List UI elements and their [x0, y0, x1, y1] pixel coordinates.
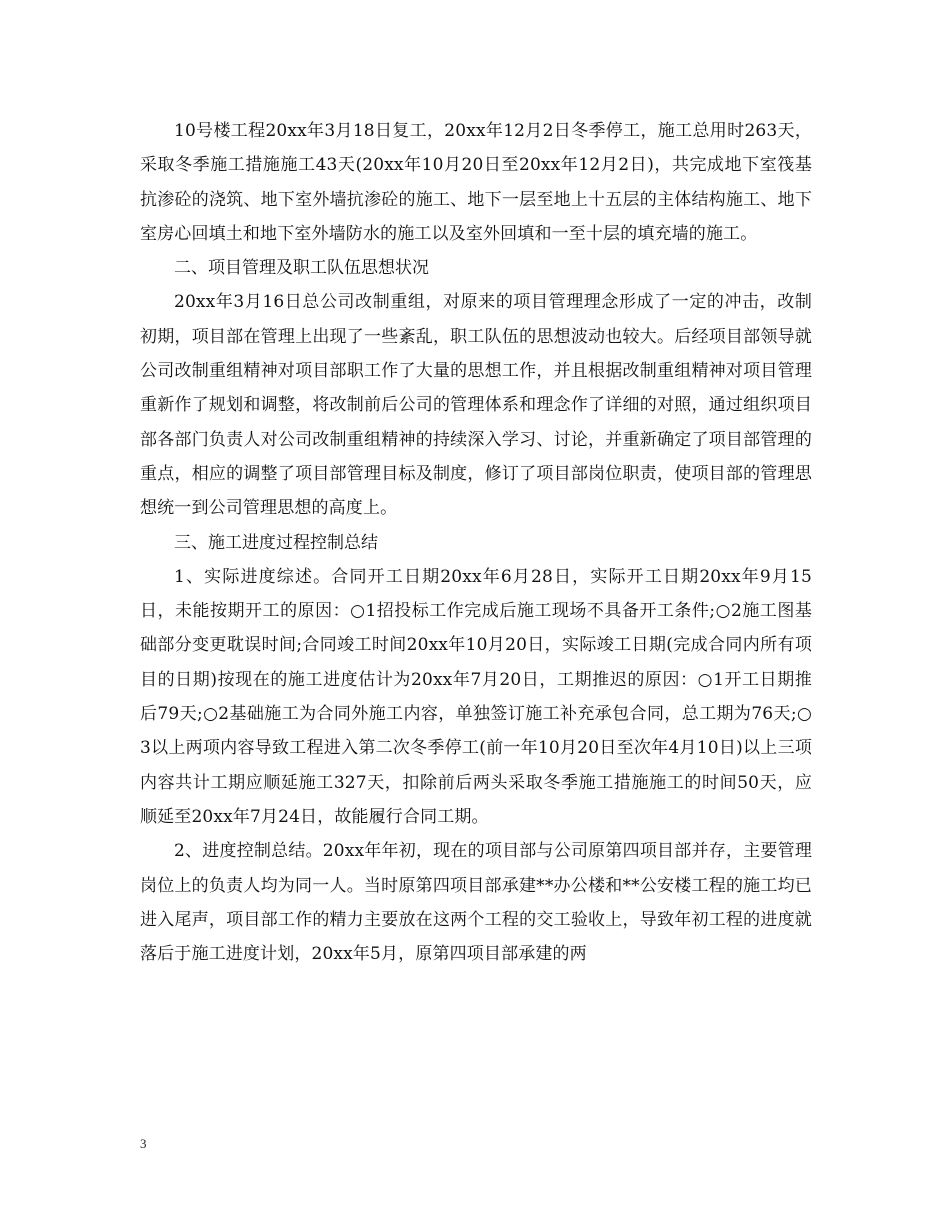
paragraph-project-summary: 10号楼工程20xx年3月18日复工，20xx年12月2日冬季停工，施工总用时263天，采取冬季施工措施施工43天(20xx年10月20日至20xx年12月2日)，共完成地下室筏基抗渗砼的浇筑、地下室外墙抗渗砼的施工、地下一层至地上十五层的主体结构施工、地下室房心回填土和地下室外墙防水的施工以及室外回填和一至十层的填充墙的施工。: [140, 121, 812, 244]
section-heading-schedule-control: 三、施工进度过程控制总结: [174, 532, 378, 553]
page-number: 3: [140, 1136, 147, 1151]
paragraph-actual-progress: 1、实际进度综述。合同开工日期20xx年6月28日，实际开工日期20xx年9月15日，未能按期开工的原因：○1招投标工作完成后施工现场不具备开工条件;○2施工图基础部分变更耽误时间;合同竣工时间20xx年10月20日，实际竣工日期(完成合同内所有项目的日期)按现在的施工进度估计为20xx年7月20日，工期推迟的原因：○1开工日期推后79天;○2基础施工为合同外施工内容，单独签订施工补充承包合同，总工期为76天;○3以上两项内容导致工程进入第二次冬季停工(前一年10月20日至次年4月10日)以上三项内容共计工期应顺延施工327天，扣除前后两头采取冬季施工措施施工的时间50天，应顺延至20xx年7月24日，故能履行合同工期。: [140, 566, 812, 827]
section-heading-management: 二、项目管理及职工队伍思想状况: [174, 258, 429, 279]
paragraph-management: 20xx年3月16日总公司改制重组，对原来的项目管理理念形成了一定的冲击，改制初期，项目部在管理上出现了一些紊乱，职工队伍的思想波动也较大。后经项目部领导就公司改制重组精神对项目部职工作了大量的思想工作，并且根据改制重组精神对项目管理重新作了规划和调整，将改制前后公司的管理体系和理念作了详细的对照，通过组织项目部各部门负责人对公司改制重组精神的持续深入学习、讨论，并重新确定了项目部管理的重点，相应的调整了项目部管理目标及制度，修订了项目部岗位职责，使项目部的管理思想统一到公司管理思想的高度上。: [140, 292, 812, 519]
paragraph-progress-control: 2、进度控制总结。20xx年年初，现在的项目部与公司原第四项目部并存，主要管理岗位上的负责人均为同一人。当时原第四项目部承建**办公楼和**公安楼工程的施工均已进入尾声，项目部工作的精力主要放在这两个工程的交工验收上，导致年初工程的进度就落后于施工进度计划，20xx年5月，原第四项目部承建的两: [140, 841, 812, 965]
document-body: [140, 114, 812, 971]
